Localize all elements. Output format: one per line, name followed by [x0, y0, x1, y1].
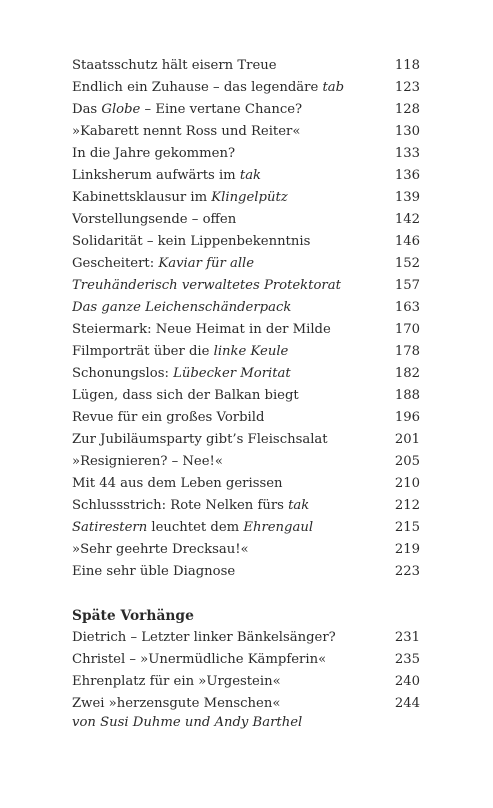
page-number: 130	[394, 124, 420, 139]
italic-title-part: tak	[288, 498, 310, 513]
page-number: 133	[394, 146, 420, 161]
italic-title-part: Kaviar für alle	[158, 256, 255, 271]
toc-entry	[72, 429, 420, 451]
toc-entry	[72, 407, 420, 429]
page-number: 231	[394, 630, 420, 645]
toc-entry	[72, 231, 420, 253]
toc-entry-title	[72, 341, 288, 363]
page-number: 212	[394, 498, 420, 513]
toc-entry	[72, 253, 420, 275]
title-part: Christel – »Unermüdliche Kämpferin«	[72, 652, 327, 667]
page-number: 157	[394, 278, 420, 293]
section-entries	[72, 627, 420, 715]
section-byline: von Susi Duhme und Andy Barthel	[72, 715, 303, 730]
title-part: Staatsschutz hält eisern Treue	[72, 58, 277, 73]
italic-title-part: Klingelpütz	[211, 190, 288, 205]
toc-entry	[72, 693, 420, 715]
toc-entry-title	[72, 319, 331, 341]
title-part: Steiermark: Neue Heimat in der Milde	[72, 322, 331, 337]
toc-entry	[72, 341, 420, 363]
toc-entry-title	[72, 165, 261, 187]
title-part: Gescheitert:	[72, 256, 159, 271]
page-number: 139	[394, 190, 420, 205]
toc-entry-title	[72, 429, 328, 451]
page-number: 244	[394, 696, 420, 711]
toc-entry-title	[72, 407, 264, 429]
page-number: 219	[394, 542, 420, 557]
toc-entry	[72, 297, 420, 319]
toc-entry	[72, 561, 420, 583]
toc-entry	[72, 473, 420, 495]
title-part: Ehrenplatz für ein »Urgestein«	[72, 674, 281, 689]
title-part: Endlich ein Zuhause – das legendäre	[72, 80, 323, 95]
title-part: Revue für ein großes Vorbild	[72, 410, 265, 425]
title-part: Vorstellungsende – offen	[72, 212, 237, 227]
title-part: Solidarität – kein Lippenbekenntnis	[72, 234, 311, 249]
toc-entry	[72, 319, 420, 341]
toc-entry	[72, 627, 420, 649]
toc-entry-title	[72, 55, 277, 77]
title-part: Schonungslos:	[72, 366, 174, 381]
toc-entry	[72, 99, 420, 121]
page-number: 182	[394, 366, 420, 381]
toc-entry-title	[72, 209, 236, 231]
toc-entry-title	[72, 385, 299, 407]
toc-entry-title	[72, 627, 336, 649]
toc-entry	[72, 143, 420, 165]
toc-entry-title	[72, 275, 341, 297]
toc-entry-title	[72, 671, 281, 693]
page-number: 142	[394, 212, 420, 227]
page-number: 205	[394, 454, 420, 469]
page-number: 215	[394, 520, 420, 535]
toc-entry-title	[72, 561, 235, 583]
page-number: 235	[394, 652, 420, 667]
toc-entry	[72, 451, 420, 473]
italic-title-part: Das ganze Leichenschänderpack	[72, 300, 292, 315]
toc-entry	[72, 121, 420, 143]
italic-title-part: Treuhänderisch verwaltetes Protektorat	[72, 278, 341, 293]
title-part: Schlussstrich: Rote Nelken fürs	[72, 498, 289, 513]
page-number: 223	[394, 564, 420, 579]
page-number: 128	[394, 102, 420, 117]
toc-entry	[72, 517, 420, 539]
title-part: Zur Jubiläumsparty gibt’s Fleischsalat	[72, 432, 328, 447]
toc-entry-title	[72, 121, 300, 143]
toc-entry-title	[72, 539, 249, 561]
page-number: 210	[394, 476, 420, 491]
title-part: Mit 44 aus dem Leben gerissen	[72, 476, 283, 491]
toc-entry	[72, 187, 420, 209]
title-part: Kabinettsklausur im	[72, 190, 212, 205]
toc-entry-title	[72, 495, 309, 517]
toc-entry-title	[72, 77, 344, 99]
page-number: 118	[394, 58, 420, 73]
page-number: 201	[394, 432, 420, 447]
italic-title-part: tak	[239, 168, 262, 183]
toc-entry-title	[72, 473, 283, 495]
title-part: leuchtet dem	[147, 520, 244, 535]
toc-entry-title	[72, 187, 288, 209]
title-part: Linksherum aufwärts im	[72, 168, 240, 183]
section-heading: Späte Vorhänge	[72, 608, 194, 624]
page-number: 196	[394, 410, 420, 425]
toc-entry	[72, 363, 420, 385]
title-part: »Kabarett nennt Ross und Reiter«	[72, 124, 301, 139]
title-part: »Resignieren? – Nee!«	[72, 454, 223, 469]
toc-entry-title	[72, 363, 291, 385]
table-of-contents	[72, 55, 420, 733]
toc-entry	[72, 55, 420, 77]
toc-entry	[72, 495, 420, 517]
toc-entry-title	[72, 451, 223, 473]
title-part: In die Jahre gekommen?	[72, 146, 236, 161]
toc-entry	[72, 275, 420, 297]
title-part: Das	[72, 102, 102, 117]
page-number: 136	[394, 168, 420, 183]
toc-entry-title	[72, 297, 291, 319]
toc-entry	[72, 77, 420, 99]
page-number: 188	[394, 388, 420, 403]
title-part: Zwei »herzensgute Menschen«	[72, 696, 281, 711]
toc-entry	[72, 671, 420, 693]
page-number: 152	[394, 256, 420, 271]
page-number: 146	[394, 234, 420, 249]
toc-entry-title	[72, 693, 280, 715]
page-number: 240	[394, 674, 420, 689]
toc-entry-title	[72, 143, 235, 165]
italic-title-part: Lübecker Moritat	[173, 366, 291, 381]
italic-title-part: tab	[322, 80, 345, 95]
page-number: 163	[394, 300, 420, 315]
toc-entry	[72, 649, 420, 671]
toc-entry-title	[72, 99, 302, 121]
toc-entry-title	[72, 253, 254, 275]
toc-entry-title	[72, 517, 313, 539]
toc-entry	[72, 165, 420, 187]
title-part: »Sehr geehrte Drecksau!«	[72, 542, 249, 557]
page-number: 170	[394, 322, 420, 337]
title-part: Filmporträt über die	[72, 344, 214, 359]
toc-entry	[72, 209, 420, 231]
italic-title-part: Ehrengaul	[243, 520, 314, 535]
title-part: Lügen, dass sich der Balkan biegt	[72, 388, 299, 403]
italic-title-part: Globe	[101, 102, 141, 117]
page-number: 178	[394, 344, 420, 359]
page-number: 123	[394, 80, 420, 95]
toc-entry	[72, 539, 420, 561]
italic-title-part: linke Keule	[213, 344, 289, 359]
title-part: Eine sehr üble Diagnose	[72, 564, 236, 579]
italic-title-part: Satirestern	[72, 520, 148, 535]
toc-entry	[72, 385, 420, 407]
toc-entries	[72, 55, 420, 583]
toc-entry-title	[72, 649, 326, 671]
title-part: – Eine vertane Chance?	[140, 102, 303, 117]
toc-entry-title	[72, 231, 310, 253]
title-part: Dietrich – Letzter linker Bänkelsänger?	[72, 630, 336, 645]
